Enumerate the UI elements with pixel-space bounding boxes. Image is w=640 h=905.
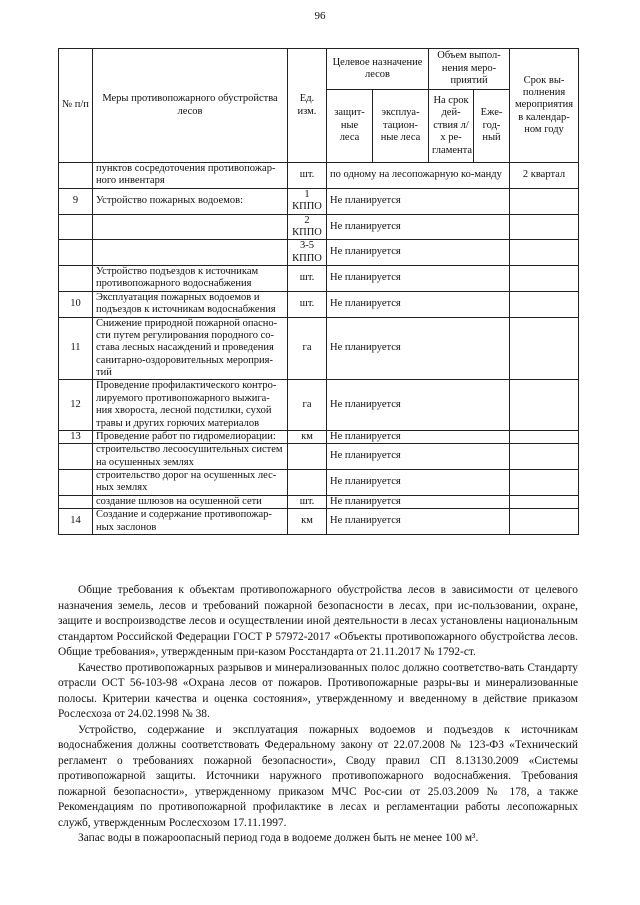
row-unit: 2 КППО — [288, 214, 327, 240]
header-volume: Объем выпол-нения меро-приятий — [429, 49, 510, 90]
body-text — [58, 583, 578, 847]
row-measure: создание шлюзов на осушенной сети — [93, 495, 288, 508]
row-num: 12 — [59, 380, 93, 431]
row-value: Не планируется — [327, 188, 510, 214]
row-num — [59, 214, 93, 240]
header-measures: Меры противопожарного обустройства лесов — [93, 49, 288, 163]
row-value: Не планируется — [327, 470, 510, 496]
row-num: 11 — [59, 317, 93, 380]
table-row — [59, 291, 579, 317]
row-measure: Устройство подъездов к источникам противопожарного водоснабжения — [93, 266, 288, 292]
row-unit — [288, 444, 327, 470]
header-annual: Еже-год-ный — [474, 90, 510, 163]
row-unit: га — [288, 317, 327, 380]
row-value: Не планируется — [327, 266, 510, 292]
row-num — [59, 495, 93, 508]
table-row — [59, 266, 579, 292]
row-term — [510, 240, 579, 266]
header-unit: Ед. изм. — [288, 49, 327, 163]
row-measure: Эксплуатация пожарных водоемов и подъездов к источникам водоснабжения — [93, 291, 288, 317]
row-unit — [288, 470, 327, 496]
row-num — [59, 470, 93, 496]
row-num: 13 — [59, 430, 93, 443]
row-unit: 1 КППО — [288, 188, 327, 214]
row-unit: км — [288, 430, 327, 443]
row-unit: км — [288, 509, 327, 535]
row-num: 9 — [59, 188, 93, 214]
paragraph: Устройство, содержание и эксплуатация пожарных водоемов и подъездов к источникам водоснабжения должны соответствовать Федеральному закону от 22.07.2008 № 123-ФЗ «Технический регламент о требованиях пожарной безопасности», Своду правил СП 8.13130.2009 «Системы противопожарной защиты. Источники наружного противопожарного водоснабжения. Требования пожарной безопасности», утвержденному приказом МЧС Рос-сии от 25.03.2009 № 178, а также Рекомендациям по противопожарной профилактике в лесах и регламентации работы лесопожарных служб, утвержденным Рослесхозом 17.11.1997. — [58, 723, 578, 829]
row-value: по одному на лесопожарную ко-манду — [327, 163, 510, 189]
row-measure: Устройство пожарных водоемов: — [93, 188, 288, 214]
row-value: Не планируется — [327, 240, 510, 266]
table-row — [59, 509, 579, 535]
table-row — [59, 430, 579, 443]
table-row — [59, 317, 579, 380]
paragraph: Общие требования к объектам противопожарного обустройства лесов в зависимости от целевого назначения земель, лесов и требований пожарной безопасности в лесах, при ис-пользовании, охране, защите и воспроизводстве лесов и осуществлении иной деятельности в лесах установлены национальным стандартом Российской Федерации ГОСТ Р 57972-2017 «Объекты противопожарного обустройства лесов. Общие требования», утвержденным при-казом Росстандарта от 21.11.2017 № 1792-ст. — [58, 584, 578, 658]
row-measure: Проведение профилактического контро-лируемого противопожарного выжига-ния хвороста, лесной подстилки, сухой травы и других горючих материалов — [93, 380, 288, 431]
row-term — [510, 509, 579, 535]
row-num: 10 — [59, 291, 93, 317]
row-value: Не планируется — [327, 380, 510, 431]
row-measure: строительство дорог на осушенных лес-ных землях — [93, 470, 288, 496]
row-measure: пунктов сосредоточения противопожар-ного инвентаря — [93, 163, 288, 189]
row-value: Не планируется — [327, 214, 510, 240]
paragraph: Запас воды в пожароопасный период года в водоеме должен быть не менее 100 м³. — [78, 832, 479, 844]
table-row — [59, 495, 579, 508]
header-protective: защит-ные леса — [327, 90, 373, 163]
table-row — [59, 444, 579, 470]
row-value: Не планируется — [327, 430, 510, 443]
row-num — [59, 240, 93, 266]
row-num: 14 — [59, 509, 93, 535]
row-unit: шт. — [288, 163, 327, 189]
table-row — [59, 163, 579, 189]
table-row — [59, 470, 579, 496]
header-per-period: На срок дей-ствия л/х ре-гламента — [429, 90, 474, 163]
row-value: Не планируется — [327, 495, 510, 508]
row-value: Не планируется — [327, 317, 510, 380]
row-measure — [93, 214, 288, 240]
page-number: 96 — [314, 10, 326, 22]
table-row — [59, 240, 579, 266]
row-measure: строительство лесоосушительных систем на осушенных землях — [93, 444, 288, 470]
row-num — [59, 444, 93, 470]
row-num — [59, 266, 93, 292]
header-operational: эксплуа-тацион-ные леса — [373, 90, 429, 163]
table-row — [59, 188, 579, 214]
row-measure: Создание и содержание противопожар-ных заслонов — [93, 509, 288, 535]
row-term — [510, 444, 579, 470]
row-measure — [93, 240, 288, 266]
header-row-1 — [59, 49, 579, 90]
row-value: Не планируется — [327, 291, 510, 317]
row-measure: Снижение природной пожарной опасно-сти путем регулирования породного со-става лесных насаждений и проведения санитарно-оздоровительных мероприя-тий — [93, 317, 288, 380]
row-measure: Проведение работ по гидромелиорации: — [93, 430, 288, 443]
row-unit: шт. — [288, 266, 327, 292]
paragraph: Качество противопожарных разрывов и минерализованных полос должно соответство-вать Стандарту отрасли ОСТ 56-103-98 «Охрана лесов от пожаров. Противопожарные разры-вы и минерализованные полосы. Критерии качества и оценка состояния», утвержденному и введенному в действие приказом Рослесхоза от 24.02.1998 № 38. — [58, 661, 578, 720]
row-unit: 3-5 КППО — [288, 240, 327, 266]
fire-measures-table — [58, 48, 579, 535]
table-row — [59, 214, 579, 240]
row-unit: шт. — [288, 495, 327, 508]
row-term: 2 квартал — [510, 163, 579, 189]
row-num — [59, 163, 93, 189]
row-term — [510, 380, 579, 431]
row-term — [510, 495, 579, 508]
row-term — [510, 470, 579, 496]
row-term — [510, 266, 579, 292]
header-term: Срок вы-полнения мероприятия в календар-ном году — [510, 49, 579, 163]
header-num: № п/п — [59, 49, 93, 163]
row-term — [510, 188, 579, 214]
row-term — [510, 291, 579, 317]
header-purpose: Целевое назначение лесов — [327, 49, 429, 90]
row-term — [510, 214, 579, 240]
row-value: Не планируется — [327, 444, 510, 470]
row-value: Не планируется — [327, 509, 510, 535]
row-term — [510, 430, 579, 443]
row-unit: га — [288, 380, 327, 431]
table-row — [59, 380, 579, 431]
row-term — [510, 317, 579, 380]
row-unit: шт. — [288, 291, 327, 317]
